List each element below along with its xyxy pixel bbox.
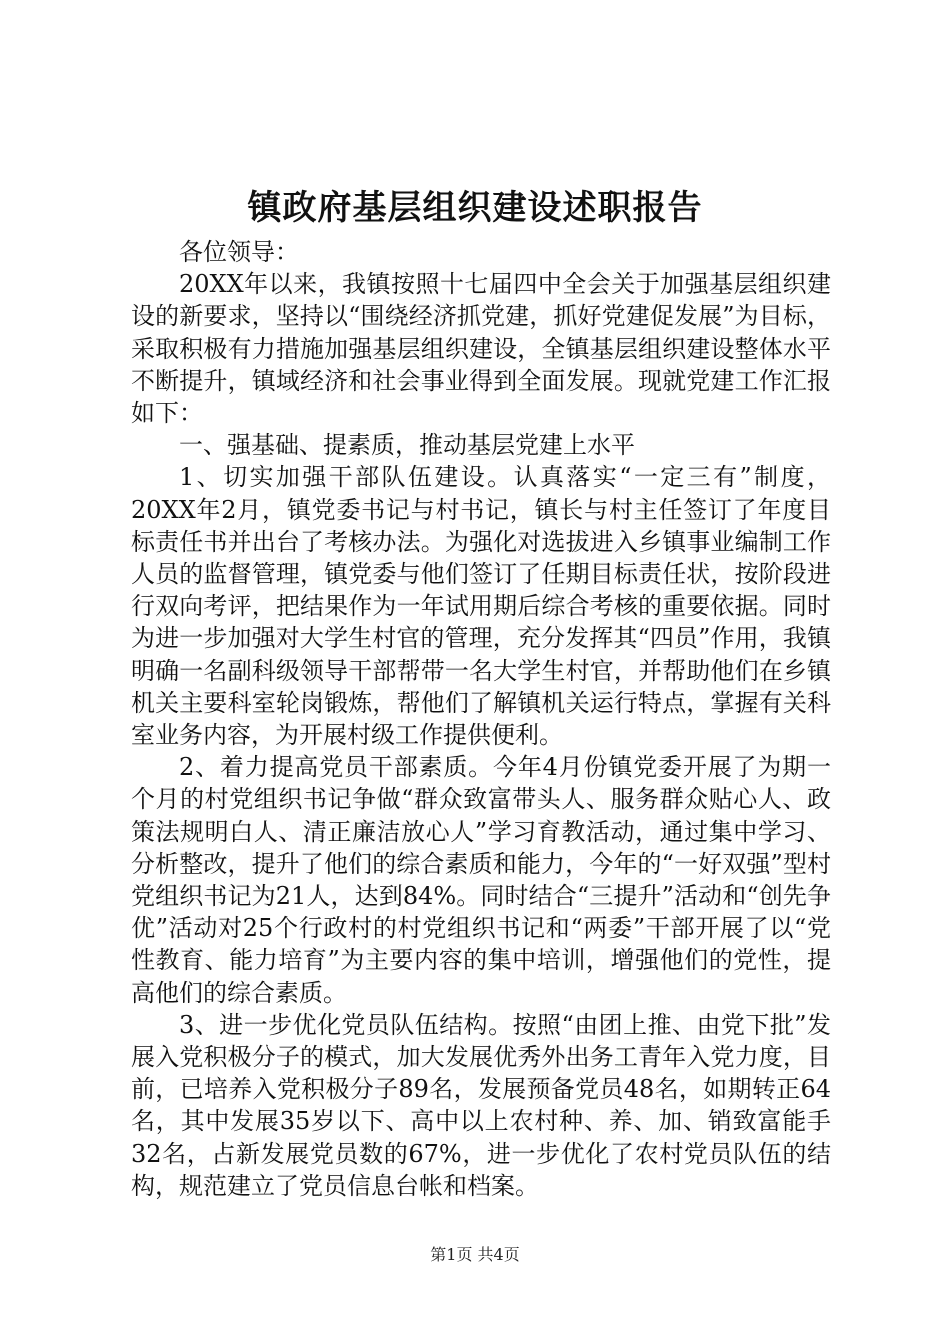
page-footer: 第1页 共4页 (430, 1245, 520, 1264)
document-body (131, 236, 831, 1202)
section-heading: 一、强基础、提素质，推动基层党建上水平 (179, 431, 635, 460)
salutation: 各位领导： (179, 238, 299, 266)
intro-paragraph: 20XX年以来，我镇按照十七届四中全会关于加强基层组织建设的新要求，坚持以“围绕经济抓党建，抓好党建促发展”为目标，采取积极有力措施加强基层组织建设，全镇基层组织建设整体水平不断提升，镇域经济和社会事业得到全面发展。现就党建工作汇报如下： (131, 270, 831, 428)
paragraph-item-3: 3、进一步优化党员队伍结构。按照“由团上推、由党下批”发展入党积极分子的模式，加大发展优秀外出务工青年入党力度，目前，已培养入党积极分子89名，发展预备党员48名，如期转正64名，其中发展35岁以下、高中以上农村种、养、加、销致富能手32名，占新发展党员数的67%，进一步优化了农村党员队伍的结构，规范建立了党员信息台帐和档案。 (131, 1010, 831, 1200)
paragraph-item-1: 1、切实加强干部队伍建设。认真落实“一定三有”制度，20XX年2月，镇党委书记与村书记，镇长与村主任签订了年度目标责任书并出台了考核办法。为强化对选拔进入乡镇事业编制工作人员的监督管理，镇党委与他们签订了任期目标责任状，按阶段进行双向考评，把结果作为一年试用期后综合考核的重要依据。同时为进一步加强对大学生村官的管理，充分发挥其“四员”作用，我镇明确一名副科级领导干部帮带一名大学生村官，并帮助他们在乡镇机关主要科室轮岗锻炼，帮他们了解镇机关运行特点，掌握有关科室业务内容，为开展村级工作提供便利。 (131, 463, 831, 750)
document-title: 镇政府基层组织建设述职报告 (247, 188, 703, 228)
paragraph-item-2: 2、着力提高党员干部素质。今年4月份镇党委开展了为期一个月的村党组织书记争做“群众致富带头人、服务群众贴心人、政策法规明白人、清正廉洁放心人”学习育教活动，通过集中学习、分析整改，提升了他们的综合素质和能力，今年的“一好双强”型村党组织书记为21人，达到84%。同时结合“三提升”活动和“创先争优”活动对25个行政村的村党组织书记和“两委”干部开展了以“党性教育、能力培育”为主要内容的集中培训，增强他们的党性，提高他们的综合素质。 (131, 753, 831, 1007)
